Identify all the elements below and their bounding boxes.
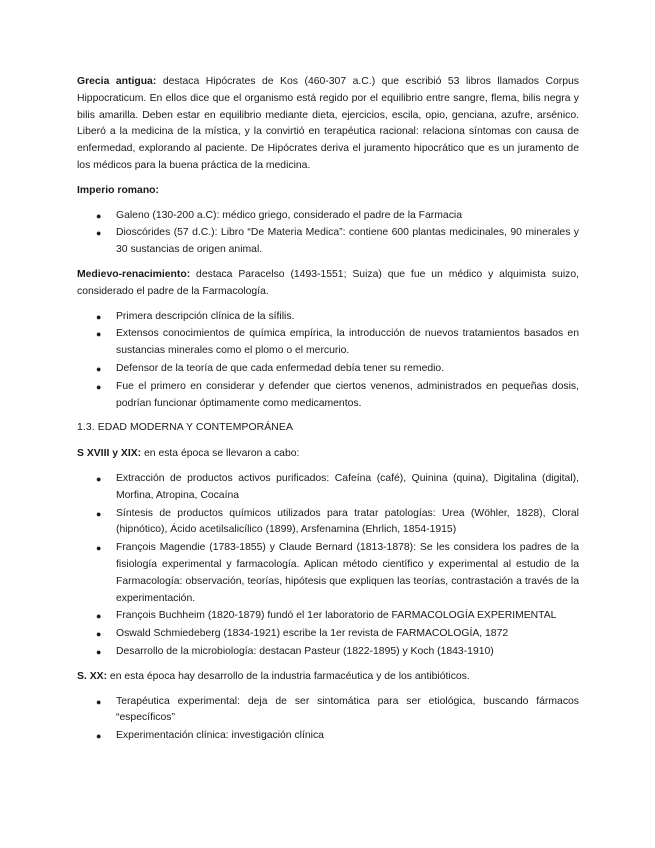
bullet-icon: ● [96, 381, 102, 392]
list-item: ● Galeno (130-200 a.C): médico griego, considerado el padre de la Farmacia [77, 208, 579, 225]
bullet-icon: ● [96, 363, 102, 374]
sxviii-paragraph [77, 446, 579, 463]
sxx-list [77, 694, 579, 745]
bullet-icon: ● [96, 311, 102, 322]
list-item: ● Desarrollo de la microbiología: destacan Pasteur (1822-1895) y Koch (1843-1910) [77, 644, 579, 661]
list-item: ● Dioscórides (57 d.C.): Libro “De Materia Medica”: contiene 600 plantas medicinales, 90 minerales y 30 sustancias de origen animal. [96, 227, 579, 256]
bullet-icon: ● [96, 508, 102, 519]
bullet-icon: ● [96, 210, 102, 221]
document-page [77, 74, 579, 753]
list-item: ● Primera descripción clínica de la sífilis. [77, 309, 579, 326]
medievo-text: destaca Paracelso (1493-1551; Suiza) que fue un médico y alquimista suizo, considerado el padre de la Farmacología. [77, 268, 579, 297]
bullet-icon: ● [96, 696, 102, 707]
section-title: 1.3. EDAD MODERNA Y CONTEMPORÁNEA [77, 422, 293, 434]
grecia-paragraph [77, 74, 579, 175]
bullet-icon: ● [96, 543, 102, 554]
bullet-icon: ● [96, 329, 102, 340]
medievo-label: Medievo-renacimiento: [77, 268, 191, 280]
list-item: ● Oswald Schmiedeberg (1834-1921) escribe la 1er revista de FARMACOLOGÍA, 1872 [77, 626, 579, 643]
medievo-paragraph [77, 267, 579, 301]
grecia-text: destaca Hipócrates de Kos (460-307 a.C.) que escribió 53 libros llamados Corpus Hippocraticum. En ellos dice que el organismo está regido por el equilibrio entre sangre, flema, bilis negra y bilis amarilla. Deben estar en equilibrio mediante dieta, ejercicios, escila, opio, genciana, azufre, arsénico. Liberó a la medicina de la mística, y la convirtió en terapéutica racional: relaciona síntomas con causa de enfermedad, explorando al paciente. De Hipócrates deriva el juramento hipocrático que es un juramento de los médicos para la buena práctica de la medicina. [77, 76, 579, 171]
sxx-paragraph [77, 669, 579, 686]
sxviii-text: en esta época se llevaron a cabo: [141, 448, 300, 460]
list-item: ● François Magendie (1783-1855) y Claude Bernard (1813-1878): Se les considera los padres de la fisiología experimental y farmacología. Aplican método científico y experimental al estudio de la Farmacología: observación, teorías, hipótesis que expliquen las teorías, contrastación a través de la experimentación. [96, 542, 579, 604]
sxx-text: en esta época hay desarrollo de la industria farmacéutica y de los antibióticos. [107, 670, 470, 682]
bullet-icon: ● [96, 611, 102, 622]
grecia-label: Grecia antigua: [77, 76, 157, 87]
imperio-heading: Imperio romano: [77, 184, 159, 196]
bullet-icon: ● [96, 228, 102, 239]
bullet-icon: ● [96, 731, 102, 742]
bullet-icon: ● [96, 629, 102, 640]
sxviii-list [77, 471, 579, 661]
list-item: ● Extensos conocimientos de química empírica, la introducción de nuevos tratamientos basados en sustancias minerales como el plomo o el mercurio. [96, 328, 579, 357]
medievo-list [77, 309, 579, 413]
list-item: ● Extracción de productos activos purificados: Cafeína (café), Quinina (quina), Digitalina (digital), Morfina, Atropina, Cocaína [96, 472, 579, 501]
bullet-icon: ● [96, 646, 102, 657]
list-item: ● Terapéutica experimental: deja de ser sintomática para ser etiológica, buscando fármacos “específicos” [96, 695, 579, 724]
bullet-icon: ● [96, 473, 102, 484]
list-item: ● François Buchheim (1820-1879) fundó el 1er laboratorio de FARMACOLOGÍA EXPERIMENTAL [77, 608, 579, 625]
list-item: ● Síntesis de productos químicos utilizados para tratar patologías: Urea (Wöhler, 1828), Cloral (hipnótico), Ácido acetilsalicílico (1899), Arsfenamina (Ehrlich, 1854-1915) [96, 507, 579, 536]
imperio-list [77, 208, 579, 259]
sxx-label: S. XX: [77, 670, 108, 682]
list-item: ● Fue el primero en considerar y defender que ciertos venenos, administrados en pequeñas dosis, podrían funcionar óptimamente como medicamentos. [96, 380, 579, 409]
sxviii-label: S XVIII y XIX: [77, 448, 142, 460]
list-item: ● Experimentación clínica: investigación clínica [77, 728, 579, 745]
list-item: ● Defensor de la teoría de que cada enfermedad debía tener su remedio. [77, 361, 579, 378]
